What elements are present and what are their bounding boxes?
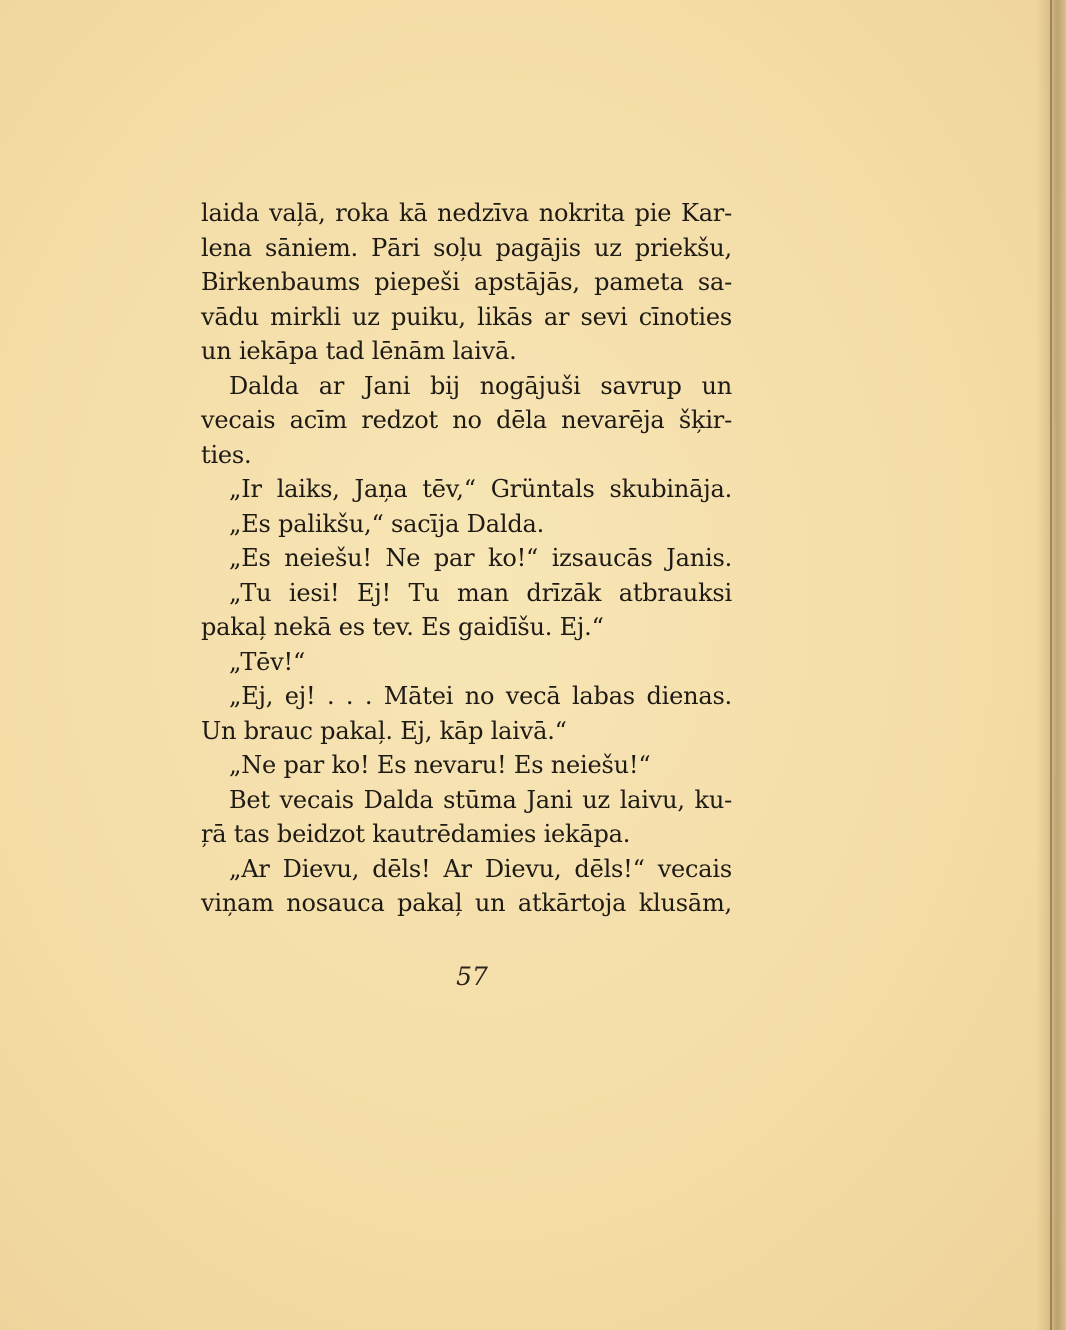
text-line: Dalda ar Jani bij nogājuši savrup un xyxy=(229,371,732,400)
text-line: Birkenbaums piepeši apstājās, pameta sa- xyxy=(201,268,732,296)
text-line: viņam nosauca pakaļ un atkārtoja klusām, xyxy=(201,889,732,917)
text-line: Bet vecais Dalda stūma Jani uz laivu, ku- xyxy=(229,785,732,814)
text-line: „Es neiešu! Ne par ko!“ izsaucās Janis. xyxy=(229,544,732,572)
text-line: „Ir laiks, Jaņa tēv,“ Grüntals skubināja. xyxy=(229,475,732,503)
text-line: „Ne par ko! Es nevaru! Es neiešu!“ xyxy=(229,751,651,779)
body-text xyxy=(201,196,732,921)
text-line: ties. xyxy=(201,440,252,469)
text-line: „Tu iesi! Ej! Tu man drīzāk atbrauksi xyxy=(229,578,732,607)
text-line: laida vaļā, roka kā nedzīva nokrita pie Kar- xyxy=(201,199,732,227)
text-line: vecais acīm redzot no dēla nevarēja šķir- xyxy=(201,406,732,434)
page-number: 57 xyxy=(456,962,488,991)
text-line: un iekāpa tad lēnām laivā. xyxy=(201,337,517,365)
page-edge-line xyxy=(1050,0,1052,1330)
text-line: ŗā tas beidzot kautrēdamies iekāpa. xyxy=(201,820,631,848)
text-line: pakaļ nekā es tev. Es gaidīšu. Ej.“ xyxy=(201,613,604,641)
text-line: lena sāniem. Pāri soļu pagājis uz priekšu, xyxy=(201,233,732,262)
text-line: „Ej, ej! . . . Mātei no vecā labas dienas. xyxy=(229,682,732,710)
text-line: vādu mirkli uz puiku, likās ar sevi cīnoties xyxy=(201,302,732,331)
text-line: Un brauc pakaļ. Ej, kāp laivā.“ xyxy=(201,716,567,745)
text-line: „Es palikšu,“ sacīja Dalda. xyxy=(229,509,545,538)
text-line: „Ar Dievu, dēls! Ar Dievu, dēls!“ vecais xyxy=(229,854,732,883)
text-line: „Tēv!“ xyxy=(229,647,306,676)
